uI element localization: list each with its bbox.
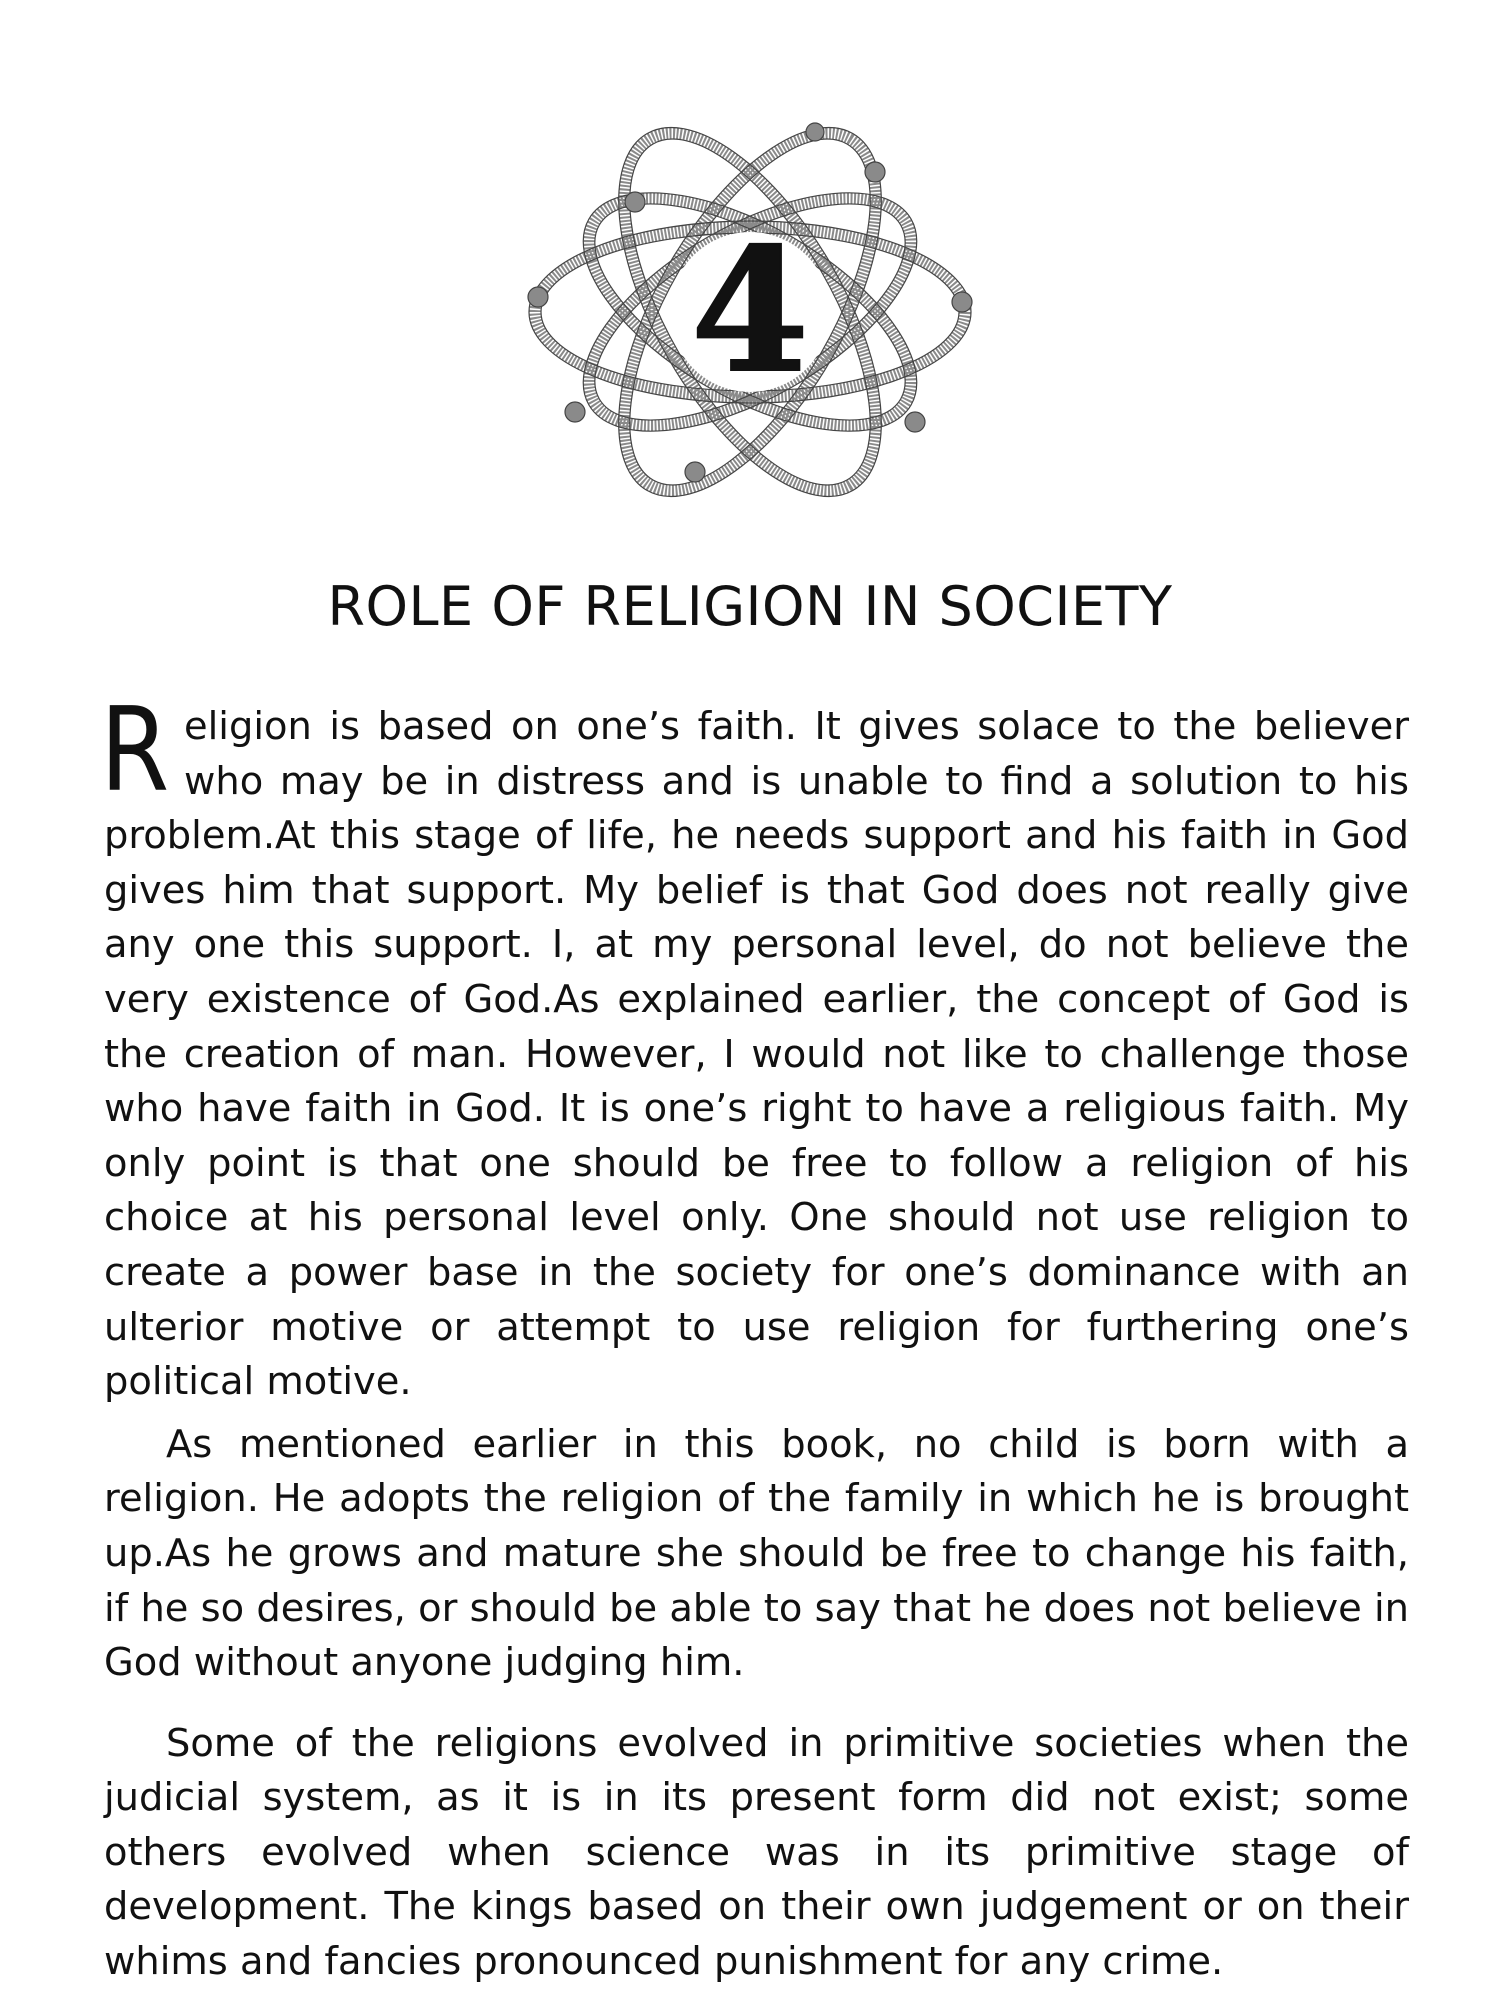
chapter-number: 4: [690, 211, 810, 411]
paragraph-1-text: eligion is based on one’s faith. It gives solace to the believer who may be in distress and is unable to find a solution to his problem.At this stage of life, he needs support and his faith in God gives him that support. My belief is that God does not really give any one this support. I, at my personal level, do not believe the very existence of God.As explained earlier, the concept of God is the creation of man. However, I would not like to challenge those who have faith in God. It is one’s right to have a religious faith. My only point is that one should be free to follow a religion of his choice at his personal level only. One should not use religion to create a power base in the society for one’s dominance with an ulterior motive or attempt to use religion for furthering one’s political motive.: [104, 704, 1409, 1405]
drop-cap: R: [100, 683, 170, 818]
paragraph-2: As mentioned earlier in this book, no child is born with a religion. He adopts the religion of the family in which he is brought up.As he grows and mature she should be free to change his faith, if he so desires, or should be able to say that he does not believe in God without anyone judging him.: [104, 1421, 1409, 1686]
atom-orbit-icon: [515, 112, 985, 512]
chapter-body: [100, 683, 1409, 1990]
chapter-title: ROLE OF RELIGION IN SOCIETY: [327, 575, 1173, 638]
paragraph-3: Some of the religions evolved in primitive societies when the judicial system, as it is in its present form did not exist; some others evolved when science was in its primitive stage of development. The kings based on their own judgement or on their whims and fancies pronounced punishment for any crime.: [104, 1720, 1409, 1985]
chapter-emblem: [515, 112, 985, 512]
paragraph-1: [100, 683, 1409, 1410]
